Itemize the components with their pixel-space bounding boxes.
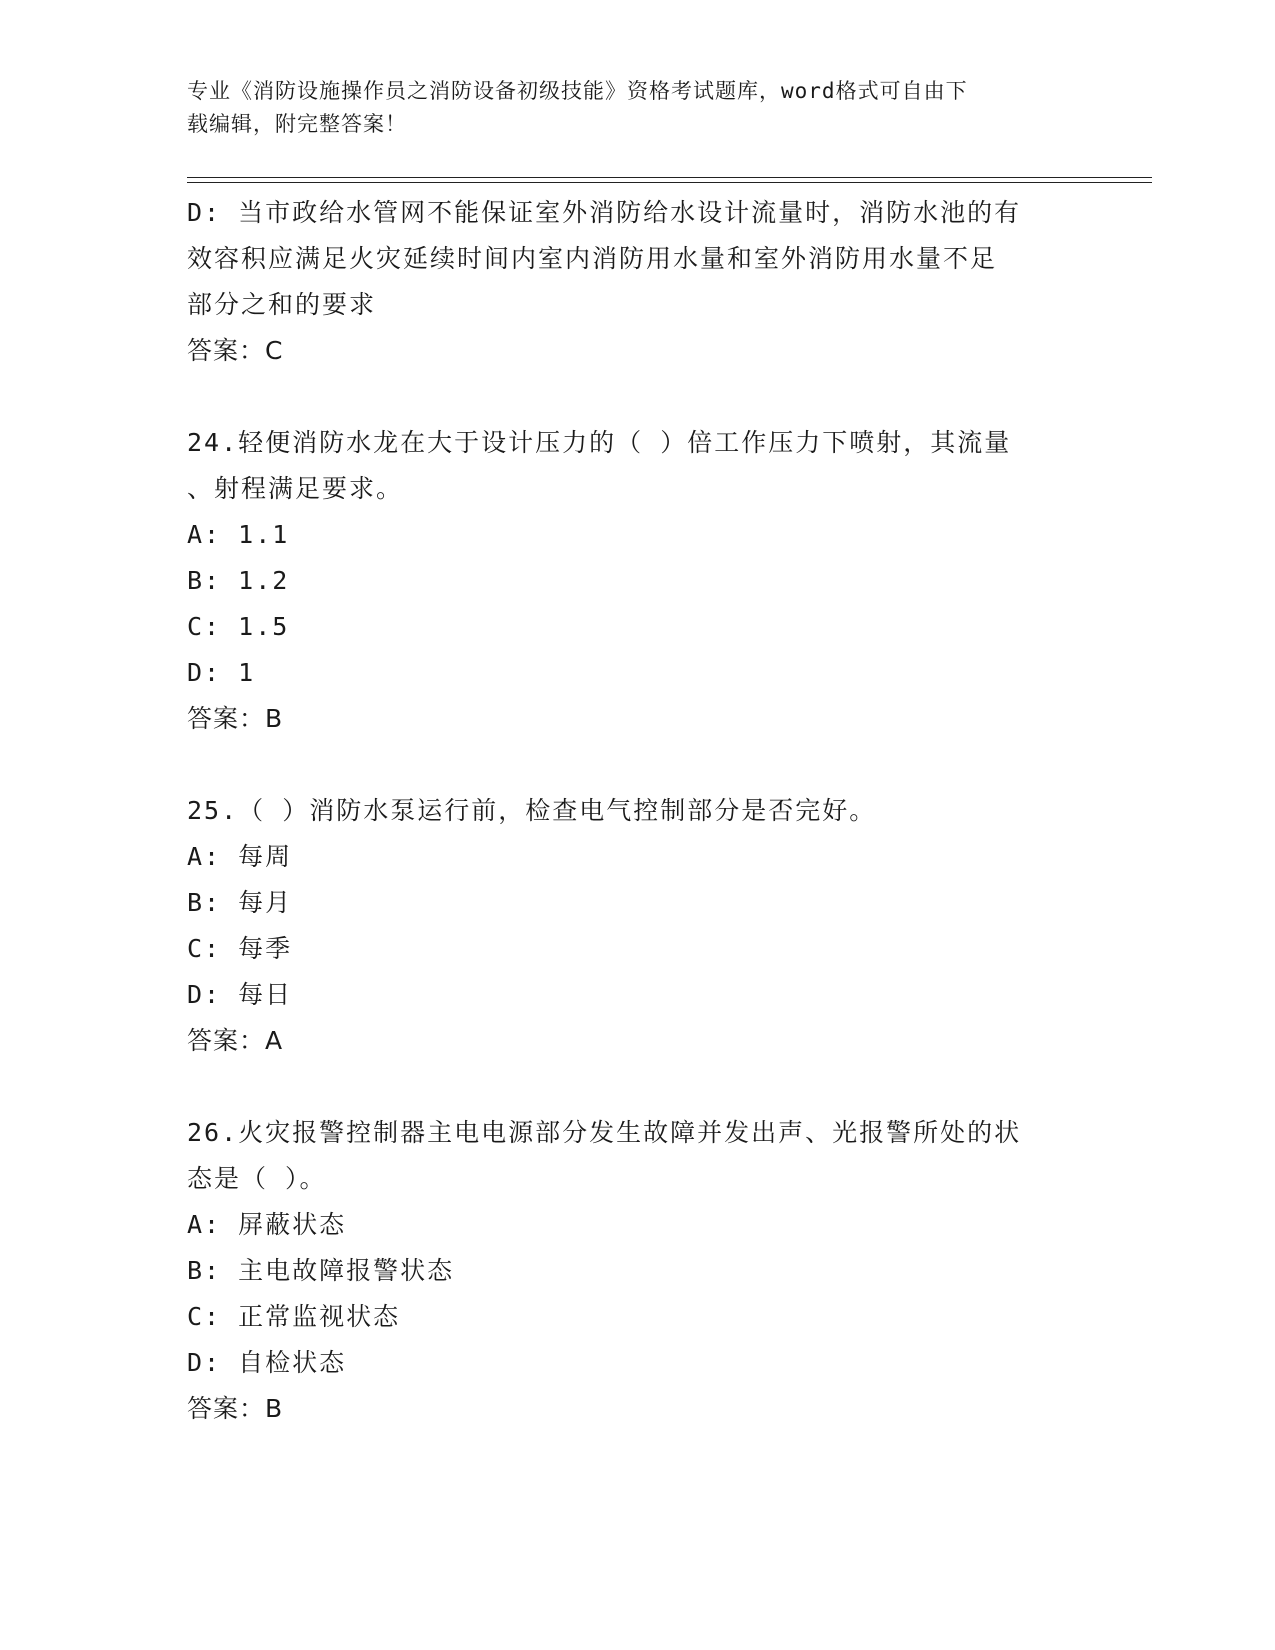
option-b: B: 主电故障报警状态 xyxy=(187,1256,455,1285)
question-content xyxy=(187,190,1067,1432)
option-b: B: 每月 xyxy=(187,888,293,917)
option-d-line-1: D: 当市政给水管网不能保证室外消防给水设计流量时，消防水池的有 xyxy=(187,198,1022,227)
option-b: B: 1.2 xyxy=(187,566,290,595)
option-c: C: 1.5 xyxy=(187,612,290,641)
header-divider-bottom xyxy=(187,182,1152,183)
question-stem-line-1: 25.（ ）消防水泵运行前，检查电气控制部分是否完好。 xyxy=(187,796,877,825)
question-stem-line-1: 26.火灾报警控制器主电电源部分发生故障并发出声、光报警所处的状 xyxy=(187,1118,1022,1147)
question-25 xyxy=(187,788,1067,1064)
question-stem-line-2: 态是（ ）。 xyxy=(187,1164,327,1193)
option-d: D: 1 xyxy=(187,658,256,687)
document-header xyxy=(187,75,1067,141)
answer-text: 答案：B xyxy=(187,704,284,733)
question-stem-line-2: 、射程满足要求。 xyxy=(187,474,404,503)
answer-text: 答案：A xyxy=(187,1026,284,1055)
header-title-line-1: 专业《消防设施操作员之消防设备初级技能》资格考试题库，word格式可自由下 xyxy=(187,79,968,103)
option-a: A: 每周 xyxy=(187,842,293,871)
answer-text: 答案：C xyxy=(187,336,284,365)
option-d: D: 每日 xyxy=(187,980,293,1009)
option-d: D: 自检状态 xyxy=(187,1348,347,1377)
option-d-line-3: 部分之和的要求 xyxy=(187,290,377,319)
question-24 xyxy=(187,420,1067,742)
question-26 xyxy=(187,1110,1067,1432)
answer-text: 答案：B xyxy=(187,1394,284,1423)
header-title-line-2: 载编辑，附完整答案！ xyxy=(187,112,407,136)
option-a: A: 1.1 xyxy=(187,520,290,549)
option-d-line-2: 效容积应满足火灾延续时间内室内消防用水量和室外消防用水量不足 xyxy=(187,244,998,273)
question-stem-line-1: 24.轻便消防水龙在大于设计压力的（ ）倍工作压力下喷射，其流量 xyxy=(187,428,1012,457)
header-divider-top xyxy=(187,177,1152,178)
option-a: A: 屏蔽状态 xyxy=(187,1210,347,1239)
option-c: C: 每季 xyxy=(187,934,293,963)
option-c: C: 正常监视状态 xyxy=(187,1302,401,1331)
carryover-block xyxy=(187,190,1067,374)
